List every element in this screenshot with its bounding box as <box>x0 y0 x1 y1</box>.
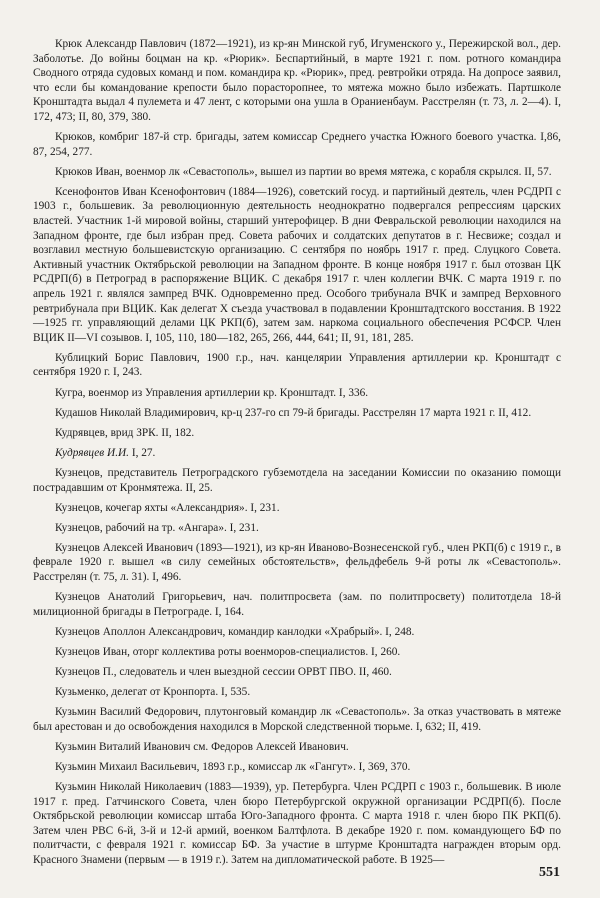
index-entry: Кузнецов П., следователь и член выездной сессии ОРВТ ПВО. II, 460. <box>55 665 392 678</box>
index-entry: Кузнецов Аполлон Александрович, командир канлодки «Храбрый». I, 248. <box>55 625 415 638</box>
index-entry: Кугра, военмор из Управления артиллерии кр. Кронштадт. I, 336. <box>55 386 369 399</box>
index-entry: Ксенофонтов Иван Ксенофонтович (1884—1926), советский госуд. и партийный деятель, член РСДРП с 1903 г., большевик. За революционную деятельность неоднократно подвергался репрессиям царских властей. Участник 1-й мировой войны, старший унтерофицер. В дни Февральской революции находился на Западном фронте, где был избран пред. Совета рабочих и солдатских депутатов в г. Несвиже; создал и возглавил местную большевистскую организацию. С сентября по ноябрь 1917 г. пред. Слуцкого Совета. Активный участник Октябрьской революции на Западном фронте. В конце ноября 1917 г. был отозван ЦК РСДРП(б) в Петроград в распоряжение ВЦИК. С декабря 1917 г. член коллегии ВЧК. С марта 1919 г. по апрель 1921 г. являлся зампред ВЧК. Одновременно пред. Особого трибунала ВЧК и зампред Верховного ревтрибунала при ВЦИК. Как делегат X съезда участвовал в подавлении Кронштадтского восстания. В 1922—1925 гг. управляющий делами ЦК РКП(б), затем зам. наркома социального обеспечения РСФСР. Член ВЦИК II—VI созывов. I, 105, 110, 180—182, 265, 266, 444, 641; II, 91, 181, 285. <box>33 185 561 344</box>
page-number: 551 <box>539 865 560 880</box>
index-entry: Кузьмин Николай Николаевич (1883—1939), ур. Петербурга. Член РСДРП с 1903 г., большевик. В июле 1917 г. пред. Гатчинского Совета, член бюро Петербургской окружной организации РСДРП(б). После Октябрьской революции комиссар штаба Юго-Западного фронта. С марта 1918 г. член бюро ПК РКП(б). Затем член РВС 6-й, 3-й и 12-й армий, военком Балтфлота. В декабре 1920 г. пом. командующего БФ по политчасти, с февраля 1921 г. комиссар БФ. За участие в штурме Кронштадта награжден вторым орд. Красного Знамени (первым — в 1919 г.). Затем на дипломатической работе. В 1925— <box>33 781 561 866</box>
index-entry: Кузьмин Виталий Иванович см. Федоров Алексей Иванович. <box>55 740 349 753</box>
index-entry: Кузнецов Иван, оторг коллектива роты военморов-специалистов. I, 260. <box>55 645 401 658</box>
index-entry <box>33 446 561 461</box>
index-entry: Крюк Александр Павлович (1872—1921), из кр-ян Минской губ, Игуменского у., Пережирской вол., дер. Заболотье. До войны боцман на кр. «Рюрик». Беспартийный, в марте 1921 г. пом. ротного командира Сводного отряда судовых команд и пом. командира кр. «Рюрик», пред. ревтройки отряда. На допросе заявил, что если бы командование крепости было порасторопнее, то мятежа можно было избежать. Партшколе Кронштадта выдал 4 пулемета и 47 лент, с которыми она ушла в Ораниенбаум. Расстрелян (т. 73, л. 2—4). I, 172, 473; II, 80, 379, 380. <box>33 38 561 123</box>
entry-references: I, 27. <box>129 446 156 459</box>
index-entry: Кузнецов, рабочий на тр. «Ангара». I, 231. <box>55 521 259 534</box>
index-entry: Кублицкий Борис Павлович, 1900 г.р., нач. канцелярии Управления артиллерии кр. Кронштадт с сентября 1920 г. I, 243. <box>33 351 561 379</box>
index-entry: Кузьменко, делегат от Кронпорта. I, 535. <box>55 686 251 699</box>
index-entry: Кузнецов, представитель Петроградского губземотдела на заседании Комиссии по оказанию помощи пострадавшим от Кронмятежа. II, 25. <box>33 466 561 494</box>
index-entry: Кузьмин Василий Федорович, плутонговый командир лк «Севастополь». За отказ участвовать в мятеже был арестован и до освобождения находился в Морской следственной тюрьме. I, 632; II, 419. <box>33 706 561 733</box>
index-entry: Кузнецов Анатолий Григорьевич, нач. политпросвета (зам. по политпросвету) политотдела 18-й милиционной бригады в Петрограде. I, 164. <box>33 591 561 618</box>
index-entry: Крюков, комбриг 187-й стр. бригады, затем комиссар Среднего участка Южного боевого участка. I,86, 87, 254, 277. <box>33 131 561 158</box>
index-entries <box>33 37 561 873</box>
index-entry: Кудашов Николай Владимирович, кр-ц 237-го сп 79-й бригады. Расстрелян 17 марта 1921 г. II, 412. <box>55 406 532 419</box>
index-entry: Кузнецов Алексей Иванович (1893—1921), из кр-ян Иваново-Вознесенской губ., член РКП(б) с 1919 г., в феврале 1920 г. вышел «в силу семейных обстоятельств», фельдфебель 9-й роты лк «Севастополь». Расстрелян (т. 75, л. 31). I, 496. <box>33 541 561 583</box>
index-entry: Кудрявцев, врид ЗРК. II, 182. <box>55 426 195 439</box>
index-entry: Кузьмин Михаил Васильевич, 1893 г.р., комиссар лк «Гангут». I, 369, 370. <box>55 760 411 773</box>
index-entry: Крюков Иван, военмор лк «Севастополь», вышел из партии во время мятежа, с корабля скрылся. II, 57. <box>55 165 552 178</box>
index-entry: Кузнецов, кочегар яхты «Александрия». I, 231. <box>55 501 280 514</box>
entry-name-italic: Кудрявцев И.И. <box>55 446 130 459</box>
